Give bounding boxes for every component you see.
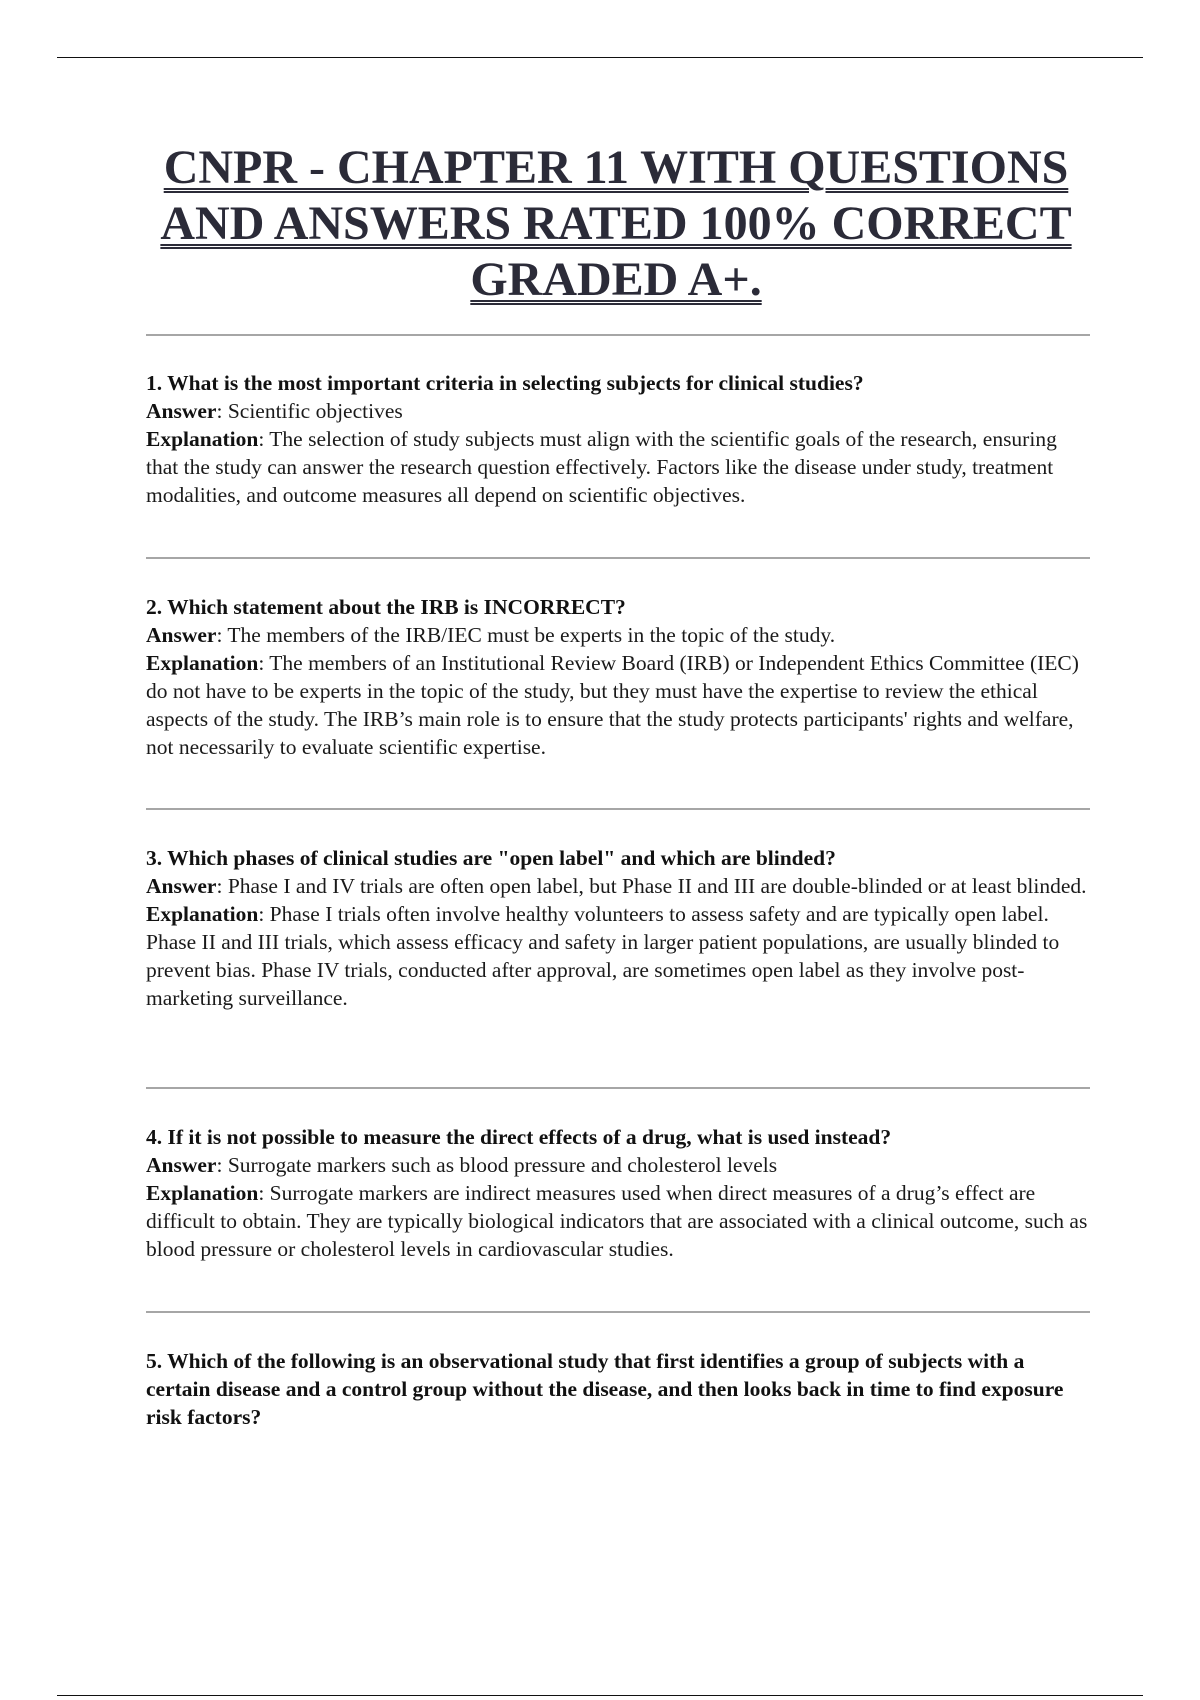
answer-line [146,397,1090,425]
answer-line [146,621,1090,649]
explanation-label: Explanation [146,427,259,451]
answer-label: Answer [146,1153,217,1177]
explanation-label: Explanation [146,651,259,675]
section-divider [146,808,1090,810]
qa-item-1 [146,369,1090,509]
explanation-label: Explanation [146,902,259,926]
document-title [146,140,1086,308]
explanation-text: : Surrogate markers are indirect measures used when direct measures of a drug’s effect are difficult to obtain. They are typically biological indicators that are associated with a clinical outcome, such as blood pressure or cholesterol levels in cardiovascular studies. [146,1181,1088,1261]
section-divider [146,1087,1090,1089]
answer-text: : Scientific objectives [216,399,403,423]
qa-item-3 [146,844,1090,1012]
answer-line [146,1151,1090,1179]
page-top-rule [57,57,1143,58]
question-text: 4. If it is not possible to measure the direct effects of a drug, what is used instead? [146,1125,892,1149]
explanation-line [146,900,1090,1012]
answer-line [146,872,1090,900]
page-bottom-rule [57,1695,1143,1696]
qa-item-2 [146,593,1090,761]
section-divider [146,334,1090,336]
answer-label: Answer [146,623,217,647]
title-line-3: GRADED A+. [470,253,762,306]
question-text: 1. What is the most important criteria in selecting subjects for clinical studies? [146,371,864,395]
question-text: 2. Which statement about the IRB is INCORRECT? [146,595,626,619]
explanation-line [146,1179,1090,1263]
qa-item-4 [146,1123,1090,1263]
explanation-text: : The selection of study subjects must align with the scientific goals of the research, ensuring that the study can answer the research question effectively. Factors like the disease under study, treatment modalities, and outcome measures all depend on scientific objectives. [146,427,1057,507]
answer-text: : Surrogate markers such as blood pressure and cholesterol levels [216,1153,778,1177]
question-text: 5. Which of the following is an observational study that first identifies a group of subjects with a certain disease and a control group without the disease, and then looks back in time to find exposure risk factors? [146,1349,1064,1429]
qa-item-5 [146,1347,1090,1431]
answer-label: Answer [146,874,217,898]
question-text: 3. Which phases of clinical studies are "open label" and which are blinded? [146,846,836,870]
explanation-line [146,425,1090,509]
answer-text: : The members of the IRB/IEC must be experts in the topic of the study. [216,623,836,647]
title-line-2: AND ANSWERS RATED 100% CORRECT [160,197,1072,250]
answer-label: Answer [146,399,217,423]
section-divider [146,1311,1090,1313]
explanation-text: : Phase I trials often involve healthy volunteers to assess safety and are typically open label. Phase II and III trials, which assess efficacy and safety in larger patient populations, are usually blinded to prevent bias. Phase IV trials, conducted after approval, are sometimes open label as they involve post-marketing surveillance. [146,902,1060,1010]
answer-text: : Phase I and IV trials are often open label, but Phase II and III are double-blinded or at least blinded. [216,874,1087,898]
explanation-text: : The members of an Institutional Review Board (IRB) or Independent Ethics Committee (IEC) do not have to be experts in the topic of the study, but they must have the expertise to review the ethical aspects of the study. The IRB’s main role is to ensure that the study protects participants' rights and welfare, not necessarily to evaluate scientific expertise. [146,651,1079,759]
section-divider [146,557,1090,559]
explanation-label: Explanation [146,1181,259,1205]
explanation-line [146,649,1090,761]
title-line-1: CNPR - CHAPTER 11 WITH QUESTIONS [163,141,1069,194]
